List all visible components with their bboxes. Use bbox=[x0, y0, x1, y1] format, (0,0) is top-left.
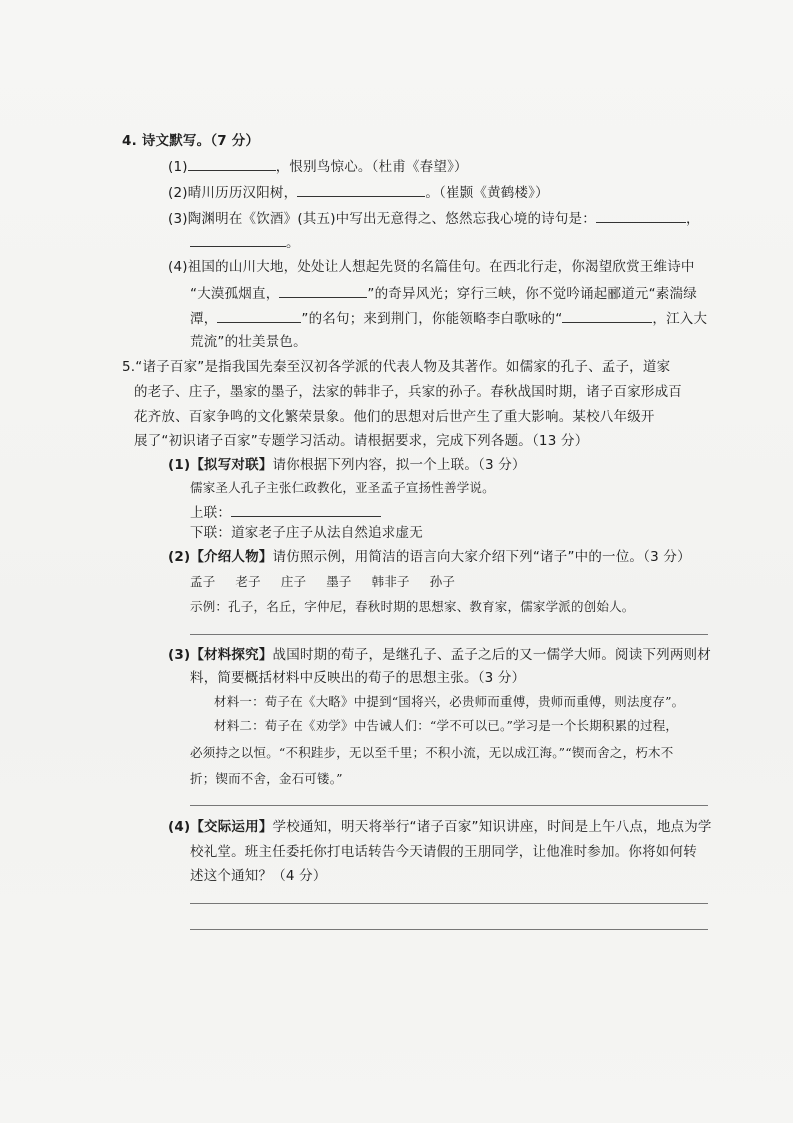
answer-line[interactable] bbox=[190, 634, 708, 635]
name-mozi: 墨子 bbox=[326, 574, 352, 589]
answer-blank[interactable] bbox=[562, 308, 652, 323]
name-mengzi: 孟子 bbox=[190, 574, 216, 589]
q5-part4-tag: (4)【交际运用】 bbox=[168, 819, 273, 835]
name-sunzi: 孙子 bbox=[429, 574, 456, 589]
q5-intro-line1: 5.“诸子百家”是指我国先秦至汉初各学派的代表人物及其著作。如儒家的孔子、孟子，道家 bbox=[122, 359, 671, 375]
name-laozi: 老子 bbox=[235, 574, 261, 589]
q4-item-1-text: ，恨别鸟惊心。（杜甫《春望》） bbox=[275, 159, 468, 175]
answer-blank[interactable] bbox=[217, 308, 301, 323]
answer-blank[interactable] bbox=[190, 232, 286, 247]
q4-item-4-line1: (4)祖国的山川大地，处处让人想起先贤的名篇佳句。在西北行走，你渴望欣赏王维诗中 bbox=[168, 259, 695, 275]
q4-item-2 bbox=[168, 182, 549, 202]
q5-material-1: 材料一：荀子在《大略》中提到“国将兴，必贵师而重傅，贵师而重傅，则法度存”。 bbox=[214, 694, 685, 709]
q4-item-3 bbox=[168, 208, 700, 228]
q5-part2-names bbox=[190, 573, 455, 591]
q4-item-4-line2 bbox=[190, 283, 697, 303]
q4-item-4-line4: 荒流”的壮美景色。 bbox=[190, 334, 307, 350]
q5-part4-prompt bbox=[168, 818, 712, 836]
q5-part3-tag: (3)【材料探究】 bbox=[168, 647, 273, 663]
q5-intro-line3: 花齐放、百家争鸣的文化繁荣景象。他们的思想对后世产生了重大影响。某校八年级开 bbox=[134, 409, 655, 425]
answer-blank[interactable] bbox=[297, 182, 425, 197]
q5-intro-line4: 展了“初识诸子百家”专题学习活动。请根据要求，完成下列各题。（13 分） bbox=[134, 433, 589, 449]
q4-item-4-text-e: ，江入大 bbox=[652, 311, 708, 327]
answer-line[interactable] bbox=[190, 805, 708, 806]
q4-item-3-end: 。 bbox=[286, 235, 300, 251]
q5-part3-line2: 料，简要概括材料中反映出的荀子的思想主张。（3 分） bbox=[190, 670, 526, 686]
q4-item-1 bbox=[168, 156, 468, 176]
upper-couplet-label: 上联： bbox=[190, 505, 232, 521]
q4-item-3-text: (3)陶渊明在《饮酒》(其五)中写出无意得之、悠然忘我心境的诗句是： bbox=[168, 211, 596, 227]
q5-part1-text: 请你根据下列内容，拟一个上联。（3 分） bbox=[272, 457, 526, 473]
name-hanfeizi: 韩非子 bbox=[371, 574, 410, 589]
q5-part4-text: 学校通知，明天将举行“诸子百家”知识讲座，时间是上午八点，地点为学 bbox=[272, 819, 712, 835]
q4-item-2-tail: 。（崔颢《黄鹤楼》） bbox=[425, 185, 549, 201]
answer-blank[interactable] bbox=[596, 208, 686, 223]
q4-heading: 4. 诗文默写。（7 分） bbox=[122, 133, 260, 149]
q5-part2-prompt bbox=[168, 548, 691, 566]
q4-item-3-comma: ， bbox=[685, 211, 700, 227]
q5-part2-text: 请仿照示例，用简洁的语言向大家介绍下列“诸子”中的一位。（3 分） bbox=[272, 549, 691, 565]
q5-material-2-line1: 材料二：荀子在《劝学》中告诫人们：“学不可以已。”学习是一个长期积累的过程， bbox=[214, 718, 679, 733]
q5-part2-example: 示例：孔子，名丘，字仲尼，春秋时期的思想家、教育家，儒家学派的创始人。 bbox=[190, 599, 635, 614]
q5-part4-line3: 述这个通知？（4 分） bbox=[190, 868, 327, 884]
q4-item-3-line2 bbox=[190, 232, 300, 252]
upper-couplet-blank[interactable] bbox=[231, 502, 381, 517]
name-zhuangzi: 庄子 bbox=[280, 574, 307, 589]
q5-part3-prompt bbox=[168, 646, 711, 664]
q5-part1-lower: 下联：道家老子庄子从法自然追求虚无 bbox=[190, 525, 423, 541]
answer-line[interactable] bbox=[190, 929, 708, 930]
q5-part1-content: 儒家圣人孔子主张仁政教化，亚圣孟子宣扬性善学说。 bbox=[190, 480, 495, 495]
answer-line[interactable] bbox=[190, 903, 708, 904]
q5-part1-tag: (1)【拟写对联】 bbox=[168, 457, 273, 473]
answer-blank[interactable] bbox=[279, 283, 367, 298]
q5-part1-upper bbox=[190, 502, 381, 522]
q4-item-1-number: (1) bbox=[168, 159, 188, 175]
answer-blank[interactable] bbox=[188, 156, 276, 171]
q5-part3-text: 战国时期的荀子，是继孔子、孟子之后的又一儒学大师。阅读下列两则材 bbox=[272, 647, 711, 663]
q4-item-4-text-c: 潭， bbox=[190, 311, 218, 327]
q4-item-4-text-b: ”的奇异风光；穿行三峡，你不觉吟诵起郦道元“素湍绿 bbox=[367, 286, 697, 302]
q4-item-4-line3 bbox=[190, 308, 707, 328]
q5-part2-tag: (2)【介绍人物】 bbox=[168, 549, 273, 565]
q4-item-4-text-d: ”的名句；来到荆门，你能领略李白歌咏的“ bbox=[301, 311, 563, 327]
q5-intro-line2: 的老子、庄子，墨家的墨子，法家的韩非子，兵家的孙子。春秋战国时期，诸子百家形成百 bbox=[134, 384, 682, 400]
q5-material-2-line3: 折；锲而不舍，金石可镂。” bbox=[190, 771, 343, 786]
q4-item-2-text: (2)晴川历历汉阳树， bbox=[168, 185, 298, 201]
q5-part4-line2: 校礼堂。班主任委托你打电话转告今天请假的王朋同学，让他准时参加。你将如何转 bbox=[190, 844, 697, 860]
q5-part1-prompt bbox=[168, 456, 526, 474]
q5-material-2-line2: 必须持之以恒。“不积跬步，无以至千里；不积小流，无以成江海。”“锲而舍之，朽木不 bbox=[190, 745, 674, 760]
q4-item-4-text-a: “大漠孤烟直， bbox=[190, 286, 280, 302]
